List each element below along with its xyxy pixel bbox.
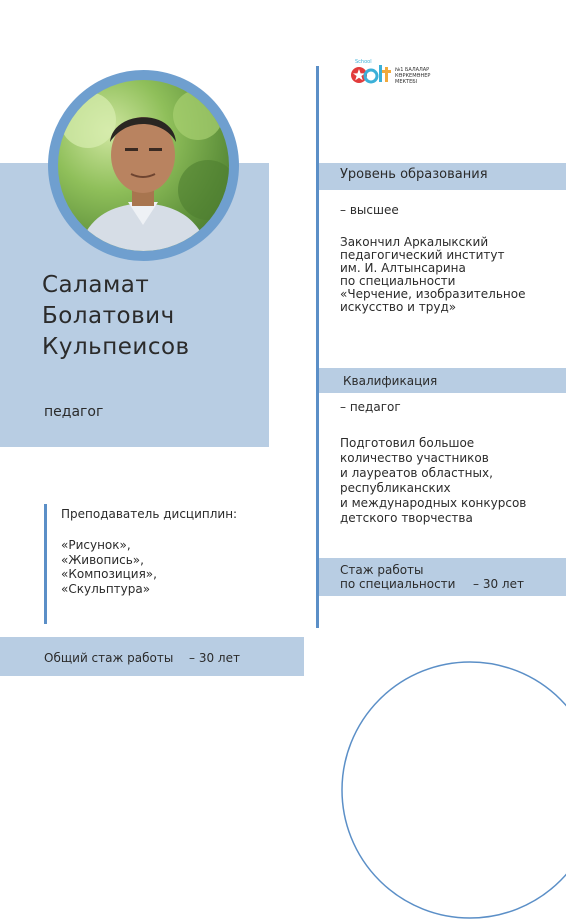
education-title: Уровень образования — [340, 167, 488, 182]
qualification-line: и лауреатов областных, — [340, 466, 493, 480]
qualification-line: Подготовил большое — [340, 436, 475, 450]
logo-line-1: №1 БАЛАЛАР — [395, 67, 430, 73]
disciplines-label: Преподаватель дисциплин: — [61, 507, 238, 521]
logo-line-3: МЕКТЕБІ — [395, 79, 418, 85]
last-name: Кульпеисов — [42, 334, 190, 360]
right-divider — [316, 66, 319, 628]
disciplines-list — [61, 538, 157, 596]
logo-school-word: School — [355, 59, 372, 65]
education-line: педагогический институт — [340, 248, 505, 262]
discipline-item: «Рисунок», — [61, 538, 131, 552]
disciplines-divider — [44, 504, 47, 624]
education-line: искусство и труд» — [340, 300, 457, 314]
discipline-item: «Живопись», — [61, 552, 144, 567]
specialty-experience-value: – 30 лет — [473, 577, 524, 591]
school-logo — [351, 57, 451, 89]
education-line: «Черчение, изобразительное — [340, 287, 526, 301]
art-logo-icon — [351, 57, 451, 89]
person-role: педагог — [44, 404, 104, 420]
qualification-description — [340, 436, 564, 526]
specialty-experience-label-1: Стаж работы — [340, 563, 424, 577]
specialty-experience-label-2: по специальности — [340, 577, 456, 591]
qualification-line: и международных конкурсов — [340, 496, 527, 510]
education-line: по специальности — [340, 274, 456, 288]
portrait-illustration — [58, 80, 229, 251]
patronymic: Болатович — [42, 303, 175, 329]
education-level: – высшее — [340, 203, 399, 217]
discipline-item: «Композиция», — [61, 567, 157, 581]
qualification-line: республиканских — [340, 481, 451, 495]
qualification-value: – педагог — [340, 400, 401, 414]
person-name — [42, 270, 262, 363]
qualification-line: количество участников — [340, 451, 489, 465]
education-line: Закончил Аркалыкский — [340, 235, 489, 249]
education-description — [340, 236, 560, 314]
logo-line-2: КӨРКЕМӨНЕР — [395, 73, 431, 79]
total-experience-value: – 30 лет — [189, 651, 240, 665]
profile-photo — [58, 80, 229, 251]
total-experience-label: Общий стаж работы — [44, 651, 174, 665]
discipline-item: «Скульптура» — [61, 581, 151, 596]
qualification-line: детского творчества — [340, 511, 473, 525]
education-line: им. И. Алтынсарина — [340, 261, 466, 275]
decorative-arc — [340, 660, 566, 920]
first-name: Саламат — [42, 272, 150, 298]
qualification-title: Квалификация — [343, 374, 438, 388]
